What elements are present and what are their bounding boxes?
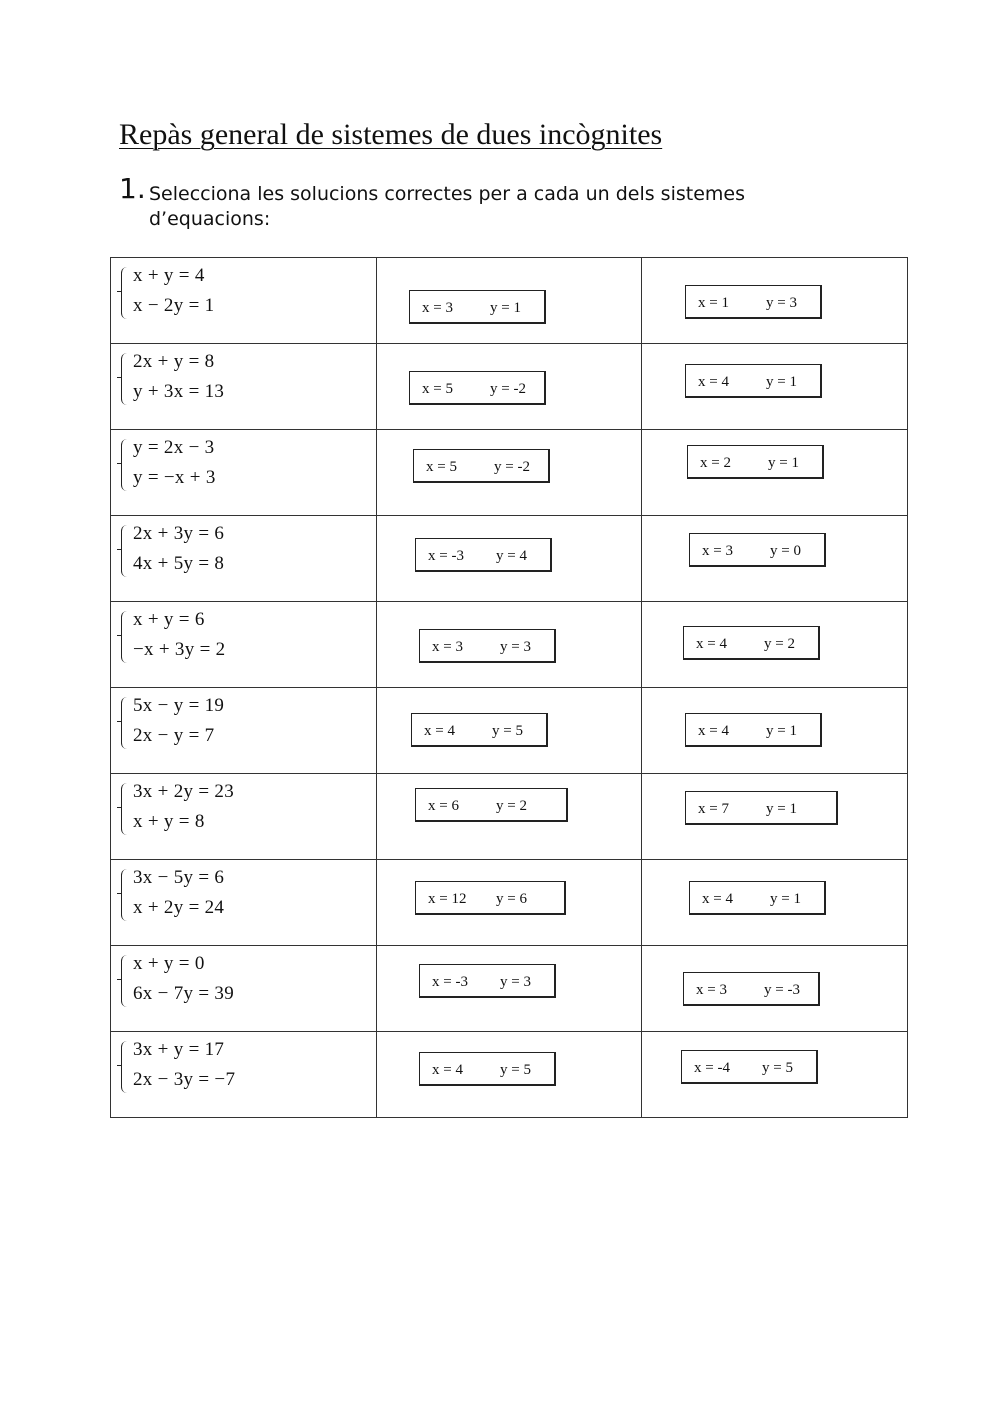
equation-system <box>121 863 224 923</box>
solution-option-b[interactable] <box>683 972 820 1006</box>
equation-1: 5x − y = 19 <box>133 695 225 716</box>
solution-option-b-cell <box>642 688 908 774</box>
y-value: y = -2 <box>494 459 530 475</box>
y-value: y = 3 <box>500 639 531 655</box>
x-value: x = 5 <box>426 459 457 475</box>
question-text: Selecciona les solucions correctes per a cada un dels sistemes d’equacions: <box>149 183 745 230</box>
y-value: y = 1 <box>766 801 797 817</box>
solution-option-a[interactable] <box>409 371 546 405</box>
y-value: y = 5 <box>500 1062 531 1078</box>
system-row <box>111 1032 908 1118</box>
solution-option-b[interactable] <box>685 791 838 825</box>
solution-option-b-cell <box>642 258 908 344</box>
solution-option-a-cell <box>377 946 642 1032</box>
solution-option-b-cell <box>642 344 908 430</box>
solution-option-a[interactable] <box>419 964 556 998</box>
equation-2: 2x − 3y = −7 <box>133 1069 236 1090</box>
x-value: x = 7 <box>698 801 729 817</box>
equation-2: 6x − 7y = 39 <box>133 983 235 1004</box>
system-cell <box>111 344 377 430</box>
x-value: x = 6 <box>428 798 459 814</box>
system-row <box>111 430 908 516</box>
y-value: y = 3 <box>766 295 797 311</box>
solution-option-b-cell <box>642 430 908 516</box>
solution-option-b-cell <box>642 946 908 1032</box>
solution-option-a-cell <box>377 688 642 774</box>
x-value: x = 1 <box>698 295 729 311</box>
equation-2: −x + 3y = 2 <box>133 639 226 660</box>
brace-symbol <box>121 697 130 749</box>
equation-1: 3x + 2y = 23 <box>133 781 235 802</box>
x-value: x = -4 <box>694 1060 730 1076</box>
question-prompt <box>119 172 859 232</box>
system-row <box>111 258 908 344</box>
equation-1: 3x − 5y = 6 <box>133 867 225 888</box>
equation-2: y = −x + 3 <box>133 467 216 488</box>
solution-option-a-cell <box>377 774 642 860</box>
equation-1: y = 2x − 3 <box>133 437 215 458</box>
x-value: x = 3 <box>696 982 727 998</box>
y-value: y = -3 <box>764 982 800 998</box>
solution-option-b[interactable] <box>681 1050 818 1084</box>
solution-option-a[interactable] <box>419 629 556 663</box>
equation-1: 2x + 3y = 6 <box>133 523 225 544</box>
system-row <box>111 344 908 430</box>
x-value: x = 4 <box>432 1062 463 1078</box>
x-value: x = 12 <box>428 891 467 907</box>
system-cell <box>111 688 377 774</box>
equation-2: x + 2y = 24 <box>133 897 225 918</box>
system-cell <box>111 516 377 602</box>
equation-system <box>121 777 234 837</box>
system-cell <box>111 946 377 1032</box>
equation-system <box>121 519 224 579</box>
y-value: y = 5 <box>492 723 523 739</box>
system-cell <box>111 602 377 688</box>
solution-option-a[interactable] <box>415 881 566 915</box>
solution-option-b[interactable] <box>685 364 822 398</box>
system-row <box>111 860 908 946</box>
equation-2: x − 2y = 1 <box>133 295 215 316</box>
equation-system <box>121 347 224 407</box>
equation-1: x + y = 4 <box>133 265 205 286</box>
x-value: x = 3 <box>432 639 463 655</box>
brace-symbol <box>121 267 130 319</box>
y-value: y = 1 <box>766 374 797 390</box>
solution-option-b[interactable] <box>683 626 820 660</box>
x-value: x = 3 <box>422 300 453 316</box>
x-value: x = -3 <box>432 974 468 990</box>
brace-symbol <box>121 955 130 1007</box>
brace-symbol <box>121 783 130 835</box>
system-row <box>111 774 908 860</box>
x-value: x = 2 <box>700 455 731 471</box>
solution-option-b-cell <box>642 860 908 946</box>
solution-option-b-cell <box>642 602 908 688</box>
system-row <box>111 688 908 774</box>
system-cell <box>111 774 377 860</box>
system-cell <box>111 1032 377 1118</box>
system-cell <box>111 258 377 344</box>
brace-symbol <box>121 1041 130 1093</box>
solution-option-a[interactable] <box>409 290 546 324</box>
y-value: y = 0 <box>770 543 801 559</box>
solution-option-a[interactable] <box>415 788 568 822</box>
y-value: y = 4 <box>496 548 527 564</box>
brace-symbol <box>121 869 130 921</box>
x-value: x = 4 <box>702 891 733 907</box>
equation-2: y + 3x = 13 <box>133 381 225 402</box>
question-number: 1. <box>119 172 146 205</box>
y-value: y = 3 <box>500 974 531 990</box>
solution-option-b-cell <box>642 516 908 602</box>
equation-1: x + y = 0 <box>133 953 205 974</box>
solution-option-a[interactable] <box>411 713 548 747</box>
solution-option-b[interactable] <box>689 881 826 915</box>
y-value: y = 1 <box>490 300 521 316</box>
solution-option-a-cell <box>377 602 642 688</box>
solution-option-b[interactable] <box>685 285 822 319</box>
equation-system <box>121 949 234 1009</box>
equation-system <box>121 691 224 751</box>
solution-option-a-cell <box>377 344 642 430</box>
equation-1: x + y = 6 <box>133 609 205 630</box>
y-value: y = 5 <box>762 1060 793 1076</box>
solution-option-b-cell <box>642 1032 908 1118</box>
solution-option-b-cell <box>642 774 908 860</box>
equation-1: 3x + y = 17 <box>133 1039 225 1060</box>
solution-option-a-cell <box>377 258 642 344</box>
equation-system <box>121 433 216 493</box>
system-row <box>111 602 908 688</box>
solution-option-a[interactable] <box>413 449 550 483</box>
x-value: x = 5 <box>422 381 453 397</box>
solution-option-a[interactable] <box>415 538 552 572</box>
system-cell <box>111 860 377 946</box>
brace-symbol <box>121 439 130 491</box>
y-value: y = 2 <box>496 798 527 814</box>
equation-2: 4x + 5y = 8 <box>133 553 225 574</box>
y-value: y = 6 <box>496 891 527 907</box>
solution-option-b[interactable] <box>687 445 824 479</box>
y-value: y = 1 <box>770 891 801 907</box>
equation-2: x + y = 8 <box>133 811 205 832</box>
equation-1: 2x + y = 8 <box>133 351 215 372</box>
system-row <box>111 946 908 1032</box>
brace-symbol <box>121 525 130 577</box>
equation-system <box>121 1035 235 1095</box>
solution-option-b[interactable] <box>685 713 822 747</box>
equation-system <box>121 261 214 321</box>
y-value: y = 1 <box>766 723 797 739</box>
x-value: x = 4 <box>698 374 729 390</box>
x-value: x = 4 <box>424 723 455 739</box>
page-title: Repàs general de sistemes de dues incògnites <box>119 118 663 151</box>
equation-2: 2x − y = 7 <box>133 725 215 746</box>
solution-option-a-cell <box>377 516 642 602</box>
y-value: y = 2 <box>764 636 795 652</box>
solution-option-a-cell <box>377 430 642 516</box>
equation-system <box>121 605 225 665</box>
brace-symbol <box>121 353 130 405</box>
solution-option-a-cell <box>377 860 642 946</box>
x-value: x = -3 <box>428 548 464 564</box>
x-value: x = 4 <box>696 636 727 652</box>
brace-symbol <box>121 611 130 663</box>
solution-option-b[interactable] <box>689 533 826 567</box>
solution-option-a[interactable] <box>419 1052 556 1086</box>
system-row <box>111 516 908 602</box>
solution-option-a-cell <box>377 1032 642 1118</box>
systems-table <box>110 257 908 1118</box>
y-value: y = 1 <box>768 455 799 471</box>
y-value: y = -2 <box>490 381 526 397</box>
x-value: x = 3 <box>702 543 733 559</box>
x-value: x = 4 <box>698 723 729 739</box>
system-cell <box>111 430 377 516</box>
